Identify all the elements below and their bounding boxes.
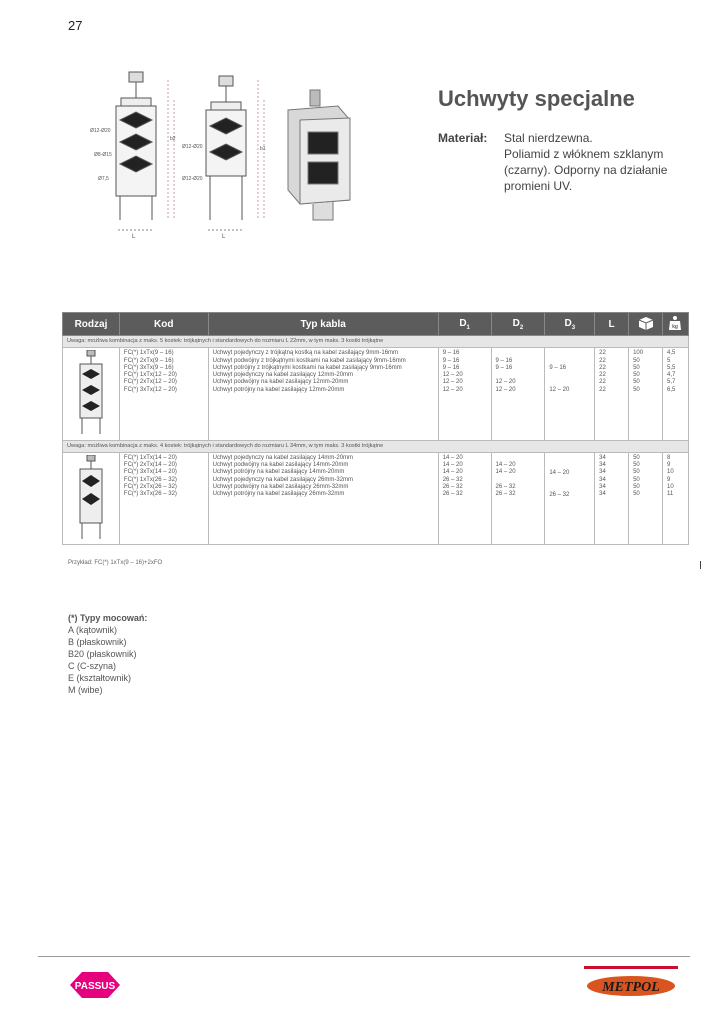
cable-type: Uchwyt pojedynczy na kabel zasilający 12mm-20mm bbox=[212, 372, 354, 379]
kg-value: 6,5 bbox=[666, 386, 676, 393]
holder-thumbnail bbox=[74, 350, 108, 434]
cable-type: Uchwyt podwójny z trójkątnymi kostkami na kabel zasilający 9mm-16mm bbox=[212, 357, 406, 364]
header-l: L bbox=[595, 313, 629, 336]
d1-value: 9 – 16 bbox=[442, 364, 460, 371]
group-note: Uwaga: możliwa kombinacja z maks. 4 kostek: trójkątnych i standardowych do rozmiaru L 34mm, w tym maks. 3 kostki trójkątne bbox=[63, 440, 689, 452]
l-value: 22 bbox=[599, 357, 606, 364]
passus-logo bbox=[68, 970, 122, 1000]
d3-value: 14 – 20 bbox=[549, 469, 570, 476]
product-drawings bbox=[88, 70, 388, 250]
cable-type: Uchwyt pojedynczy na kabel zasilający 26mm-32mm bbox=[212, 476, 354, 483]
header-kg bbox=[662, 313, 688, 336]
l-value: 34 bbox=[599, 476, 606, 483]
d2-value bbox=[496, 350, 541, 357]
page-title: Uchwyty specjalne bbox=[438, 86, 635, 111]
table-row bbox=[63, 348, 689, 440]
d3-value bbox=[549, 350, 590, 357]
dim-label-d1c: Ø7,5 bbox=[98, 176, 109, 182]
spec-table bbox=[62, 312, 689, 545]
mount-type-item: A (kątownik) bbox=[68, 625, 118, 635]
margin-mark bbox=[700, 561, 701, 569]
header-d3-sub: 3 bbox=[571, 324, 576, 331]
pack-value: 50 bbox=[633, 484, 640, 491]
d2-value bbox=[496, 372, 541, 379]
material-line: (czarny). Odporny na działanie bbox=[504, 163, 668, 177]
weight-icon bbox=[668, 315, 682, 331]
d2-value bbox=[496, 476, 541, 483]
header-d1 bbox=[438, 313, 491, 336]
kg-value: 4,7 bbox=[666, 372, 676, 379]
l-value: 34 bbox=[599, 484, 606, 491]
kg-cell bbox=[662, 452, 688, 544]
product-code: FC(*) 2xTx(14 – 20) bbox=[123, 462, 177, 469]
l-value: 34 bbox=[599, 454, 606, 461]
l-cell bbox=[595, 348, 629, 440]
table-header-row bbox=[63, 313, 689, 336]
dim-label-L: L bbox=[132, 234, 136, 240]
header-d2-text: D bbox=[512, 317, 520, 329]
header-typ-kabla: Typ kabla bbox=[208, 313, 438, 336]
product-code: FC(*) 3xTx(26 – 32) bbox=[123, 491, 177, 498]
material-colon: : bbox=[483, 131, 488, 145]
dim-label-d2b: Ø12-Ø20 bbox=[182, 176, 203, 182]
product-code: FC(*) 2xTx(9 – 16) bbox=[123, 357, 174, 364]
material-value bbox=[504, 130, 704, 194]
product-code: FC(*) 1xTx(12 – 20) bbox=[123, 372, 177, 379]
product-code: FC(*) 3xTx(12 – 20) bbox=[123, 386, 177, 393]
product-code: FC(*) 2xTx(12 – 20) bbox=[123, 379, 177, 386]
l-value: 22 bbox=[599, 379, 606, 386]
d3-value bbox=[549, 484, 590, 491]
d2-value: 26 – 32 bbox=[495, 491, 516, 498]
d2-value: 14 – 20 bbox=[495, 461, 516, 468]
d1-cell bbox=[438, 452, 491, 544]
d3-value bbox=[549, 358, 590, 365]
cable-type: Uchwyt podwójny na kabel zasilający 14mm-20mm bbox=[212, 462, 349, 469]
l-value: 34 bbox=[599, 462, 606, 469]
photo-holder bbox=[288, 90, 350, 220]
mount-type-item: B (płaskownik) bbox=[68, 637, 127, 647]
group-note-row bbox=[63, 440, 689, 452]
d3-value: 12 – 20 bbox=[549, 386, 570, 393]
table-row bbox=[63, 452, 689, 544]
d2-value: 9 – 16 bbox=[495, 357, 513, 364]
material-line: Stal nierdzewna. bbox=[504, 131, 593, 145]
group-note-row bbox=[63, 336, 689, 348]
kg-value: 11 bbox=[666, 491, 674, 498]
d1-cell bbox=[438, 348, 491, 440]
cable-type: Uchwyt pojedynczy na kabel zasilający 14mm-20mm bbox=[212, 454, 354, 461]
pack-value: 50 bbox=[633, 469, 640, 476]
d1-value: 12 – 20 bbox=[442, 372, 463, 379]
d1-value: 26 – 32 bbox=[442, 484, 463, 491]
pack-value: 100 bbox=[633, 350, 644, 357]
header-pack bbox=[629, 313, 663, 336]
d1-value: 12 – 20 bbox=[442, 386, 463, 393]
cable-type: Uchwyt pojedynczy z trójkątną kostką na kabel zasilający 9mm-16mm bbox=[212, 350, 399, 357]
d3-value: 9 – 16 bbox=[549, 364, 567, 371]
cable-type-cell bbox=[208, 348, 438, 440]
header-d3-text: D bbox=[564, 317, 572, 329]
header-kod: Kod bbox=[119, 313, 208, 336]
product-thumbnail-cell bbox=[63, 348, 120, 440]
dim-label-d1b: Ø8-Ø15 bbox=[94, 152, 112, 158]
product-code: FC(*) 3xTx(14 – 20) bbox=[123, 469, 177, 476]
header-d2 bbox=[491, 313, 545, 336]
mount-types-heading: (*) Typy mocowań: bbox=[68, 613, 148, 623]
example-code: Przykład: FC(*) 1xTx(9 – 16)+2xFO bbox=[68, 560, 163, 566]
l-value: 34 bbox=[599, 469, 606, 476]
product-code: FC(*) 1xTx(14 – 20) bbox=[123, 454, 177, 461]
kg-value: 9 bbox=[666, 476, 671, 483]
header-d2-sub: 2 bbox=[519, 324, 524, 331]
metpol-logo bbox=[584, 966, 678, 998]
cable-type: Uchwyt podwójny na kabel zasilający 12mm-20mm bbox=[212, 379, 349, 386]
dim-label-h1: b1 bbox=[260, 146, 266, 152]
pack-value: 50 bbox=[633, 491, 640, 498]
pack-cell bbox=[629, 452, 663, 544]
box-icon bbox=[637, 315, 655, 331]
page-number: 27 bbox=[68, 18, 83, 33]
d3-cell bbox=[545, 452, 595, 544]
material-label-text: Materiał bbox=[438, 131, 484, 145]
mount-type-item: B20 (płaskownik) bbox=[68, 649, 137, 659]
kg-value: 5,5 bbox=[666, 364, 676, 371]
d1-value: 9 – 16 bbox=[442, 357, 460, 364]
kg-cell bbox=[662, 348, 688, 440]
l-value: 22 bbox=[599, 364, 606, 371]
pack-value: 50 bbox=[633, 364, 640, 371]
code-cell bbox=[119, 348, 208, 440]
l-value: 34 bbox=[599, 491, 606, 498]
d1-value: 26 – 32 bbox=[442, 491, 463, 498]
cable-type: Uchwyt podwójny na kabel zasilający 26mm-32mm bbox=[212, 484, 349, 491]
cable-type: Uchwyt potrójny na kabel zasilający 12mm-20mm bbox=[212, 386, 345, 393]
d1-value: 14 – 20 bbox=[442, 469, 463, 476]
mount-types bbox=[68, 612, 147, 696]
kg-value: 9 bbox=[666, 462, 671, 469]
d3-cell bbox=[545, 348, 595, 440]
d2-value: 14 – 20 bbox=[495, 469, 516, 476]
l-value: 22 bbox=[599, 372, 606, 379]
pack-value: 50 bbox=[633, 357, 640, 364]
d2-cell bbox=[491, 348, 545, 440]
material-line: promieni UV. bbox=[504, 179, 573, 193]
cable-type: Uchwyt potrójny na kabel zasilający 26mm-32mm bbox=[212, 491, 345, 498]
d2-value: 9 – 16 bbox=[495, 364, 513, 371]
material-block bbox=[438, 130, 704, 194]
product-code: FC(*) 2xTx(26 – 32) bbox=[123, 484, 177, 491]
drawing-triple-holder bbox=[116, 72, 174, 230]
l-value: 22 bbox=[599, 350, 606, 357]
pack-value: 50 bbox=[633, 476, 640, 483]
material-label bbox=[438, 130, 504, 146]
pack-cell bbox=[629, 348, 663, 440]
footer-divider bbox=[38, 956, 690, 957]
dim-label-d1a: Ø12-Ø20 bbox=[90, 128, 111, 134]
drawing-double-holder bbox=[206, 76, 264, 230]
dim-label-L-2: L bbox=[222, 234, 226, 240]
dim-label-h2: b2 bbox=[170, 136, 176, 142]
d1-value: 14 – 20 bbox=[442, 454, 463, 461]
kg-label: kg bbox=[672, 323, 679, 330]
pack-value: 50 bbox=[633, 386, 640, 393]
mount-type-item: E (kształtownik) bbox=[68, 673, 132, 683]
pack-value: 50 bbox=[633, 454, 640, 461]
cable-type: Uchwyt potrójny z trójkątnymi kostkami na kabel zasilający 9mm-16mm bbox=[212, 364, 402, 371]
kg-value: 10 bbox=[666, 469, 674, 476]
code-cell bbox=[119, 452, 208, 544]
d1-value: 14 – 20 bbox=[442, 462, 463, 469]
holder-thumbnail bbox=[74, 455, 108, 539]
header-rodzaj: Rodzaj bbox=[63, 313, 120, 336]
mount-type-item: C (C-szyna) bbox=[68, 661, 117, 671]
d2-value: 12 – 20 bbox=[495, 379, 516, 386]
mount-type-item: M (wibe) bbox=[68, 685, 103, 695]
pack-value: 50 bbox=[633, 462, 640, 469]
d1-value: 9 – 16 bbox=[442, 350, 460, 357]
d3-value bbox=[549, 372, 590, 379]
d3-value bbox=[549, 379, 590, 386]
l-cell bbox=[595, 452, 629, 544]
material-line: Poliamid z włóknem szklanym bbox=[504, 147, 664, 161]
pack-value: 50 bbox=[633, 379, 640, 386]
pack-value: 50 bbox=[633, 372, 640, 379]
d3-value: 26 – 32 bbox=[549, 491, 570, 498]
dim-label-d2a: Ø12-Ø20 bbox=[182, 144, 203, 150]
passus-logo-text: PASSUS bbox=[74, 981, 116, 992]
d2-value: 12 – 20 bbox=[495, 386, 516, 393]
cable-type: Uchwyt potrójny na kabel zasilający 14mm-20mm bbox=[212, 469, 345, 476]
d1-value: 26 – 32 bbox=[442, 476, 463, 483]
group-note: Uwaga: możliwa kombinacja z maks. 5 kostek: trójkątnych i standardowych do rozmiaru L 22mm, w tym maks. 3 kostki trójkątne bbox=[63, 336, 689, 348]
kg-value: 10 bbox=[666, 484, 674, 491]
l-value: 22 bbox=[599, 386, 606, 393]
kg-value: 4,5 bbox=[666, 350, 676, 357]
header-d1-sub: 1 bbox=[466, 324, 470, 331]
product-thumbnail-cell bbox=[63, 452, 120, 544]
metpol-logo-text: METPOL bbox=[602, 980, 660, 995]
d3-value bbox=[549, 477, 590, 484]
d2-cell bbox=[491, 452, 545, 544]
product-code: FC(*) 1xTx(9 – 16) bbox=[123, 350, 174, 357]
header-d3 bbox=[545, 313, 595, 336]
kg-value: 5 bbox=[666, 357, 671, 364]
d1-value: 12 – 20 bbox=[442, 379, 463, 386]
product-code: FC(*) 1xTx(26 – 32) bbox=[123, 476, 177, 483]
kg-value: 8 bbox=[666, 454, 671, 461]
d2-value: 26 – 32 bbox=[495, 483, 516, 490]
kg-value: 5,7 bbox=[666, 379, 676, 386]
product-code: FC(*) 3xTx(9 – 16) bbox=[123, 364, 174, 371]
header-d1-text: D bbox=[459, 317, 467, 329]
cable-type-cell bbox=[208, 452, 438, 544]
